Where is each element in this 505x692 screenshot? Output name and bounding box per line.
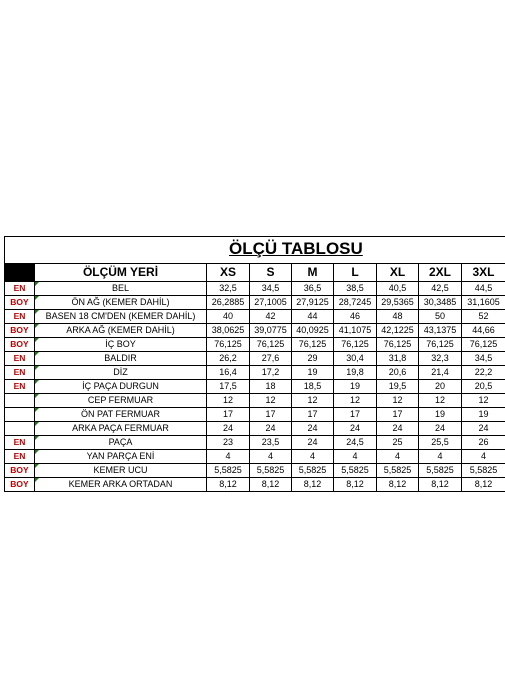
measurement-value: 4 (250, 450, 292, 464)
measurement-value: 18,5 (292, 380, 334, 394)
size-chart-sheet (4, 236, 505, 489)
measurement-value: 34,5 (250, 282, 292, 296)
measurement-value: 25,5 (419, 436, 462, 450)
measurement-value: 24 (292, 436, 334, 450)
measurement-value: 20,5 (462, 380, 505, 394)
measurement-value: 76,125 (419, 338, 462, 352)
direction-tag: EN (5, 310, 35, 324)
measurement-value: 31,8 (377, 352, 419, 366)
measurement-value: 34,5 (462, 352, 505, 366)
table-row (5, 478, 505, 492)
measurement-value: 18 (250, 380, 292, 394)
measurement-name: İÇ BOY (35, 338, 207, 352)
measurement-value: 17 (207, 408, 250, 422)
measurement-value: 44,66 (462, 324, 505, 338)
measurement-value: 19 (462, 408, 505, 422)
measurement-value: 4 (419, 450, 462, 464)
measurement-value: 12 (334, 394, 377, 408)
table-row (5, 338, 505, 352)
measurement-name: DİZ (35, 366, 207, 380)
measurement-value: 8,12 (334, 478, 377, 492)
measurement-value: 4 (377, 450, 419, 464)
table-row (5, 408, 505, 422)
measurement-value: 20 (419, 380, 462, 394)
measurement-value: 24 (250, 422, 292, 436)
table-row (5, 366, 505, 380)
measurement-value: 25 (377, 436, 419, 450)
direction-tag: EN (5, 436, 35, 450)
measurement-value: 76,125 (334, 338, 377, 352)
measurement-value: 17 (250, 408, 292, 422)
measurement-name: ÖN AĞ (KEMER DAHİL) (35, 296, 207, 310)
direction-tag: BOY (5, 464, 35, 478)
measurement-value: 42 (250, 310, 292, 324)
measurement-value: 32,3 (419, 352, 462, 366)
measurement-name: KEMER ARKA ORTADAN (35, 478, 207, 492)
measurement-value: 76,125 (377, 338, 419, 352)
measurement-value: 27,6 (250, 352, 292, 366)
measurement-name: ARKA AĞ (KEMER DAHİL) (35, 324, 207, 338)
direction-tag (5, 394, 35, 408)
size-table (4, 263, 505, 492)
measurement-value: 26,2885 (207, 296, 250, 310)
measurement-value: 46 (334, 310, 377, 324)
measurement-value: 27,9125 (292, 296, 334, 310)
measurement-value: 32,5 (207, 282, 250, 296)
measurement-value: 50 (419, 310, 462, 324)
measurement-value: 8,12 (207, 478, 250, 492)
measurement-name: ÖN PAT FERMUAR (35, 408, 207, 422)
measurement-value: 17 (377, 408, 419, 422)
header-corner-cell (5, 264, 35, 282)
measurement-value: 8,12 (250, 478, 292, 492)
measurement-name: İÇ PAÇA DURGUN (35, 380, 207, 394)
table-body (5, 264, 505, 492)
measurement-value: 40 (207, 310, 250, 324)
table-row (5, 464, 505, 478)
measurement-value: 24 (377, 422, 419, 436)
measurement-value: 40,5 (377, 282, 419, 296)
measurement-value: 22,2 (462, 366, 505, 380)
title-row (4, 236, 505, 264)
measurement-value: 5,5825 (250, 464, 292, 478)
table-row (5, 394, 505, 408)
measurement-value: 42,5 (419, 282, 462, 296)
measurement-value: 5,5825 (292, 464, 334, 478)
measurement-value: 24 (462, 422, 505, 436)
measurement-value: 24,5 (334, 436, 377, 450)
measurement-value: 5,5825 (419, 464, 462, 478)
measurement-value: 23,5 (250, 436, 292, 450)
measurement-value: 29,5365 (377, 296, 419, 310)
measurement-name: YAN PARÇA ENİ (35, 450, 207, 464)
direction-tag: BOY (5, 478, 35, 492)
measurement-value: 17,5 (207, 380, 250, 394)
measurement-value: 31,1605 (462, 296, 505, 310)
header-size-2xl: 2XL (419, 264, 462, 282)
measurement-value: 8,12 (462, 478, 505, 492)
measurement-value: 26 (462, 436, 505, 450)
measurement-value: 16,4 (207, 366, 250, 380)
measurement-value: 43,1375 (419, 324, 462, 338)
direction-tag: BOY (5, 296, 35, 310)
header-size-3xl: 3XL (462, 264, 505, 282)
measurement-name: CEP FERMUAR (35, 394, 207, 408)
table-row (5, 352, 505, 366)
table-header-row (5, 264, 505, 282)
header-size-xl: XL (377, 264, 419, 282)
chart-title: ÖLÇÜ TABLOSU (229, 239, 363, 258)
measurement-value: 5,5825 (377, 464, 419, 478)
measurement-value: 76,125 (292, 338, 334, 352)
measurement-value: 42,1225 (377, 324, 419, 338)
measurement-value: 29 (292, 352, 334, 366)
measurement-value: 5,5825 (462, 464, 505, 478)
measurement-value: 17,2 (250, 366, 292, 380)
measurement-value: 5,5825 (334, 464, 377, 478)
measurement-value: 48 (377, 310, 419, 324)
measurement-value: 4 (292, 450, 334, 464)
measurement-value: 24 (334, 422, 377, 436)
measurement-value: 12 (462, 394, 505, 408)
measurement-value: 76,125 (462, 338, 505, 352)
measurement-value: 5,5825 (207, 464, 250, 478)
measurement-value: 24 (207, 422, 250, 436)
table-row (5, 422, 505, 436)
measurement-name: BEL (35, 282, 207, 296)
measurement-value: 19,8 (334, 366, 377, 380)
measurement-value: 76,125 (207, 338, 250, 352)
direction-tag: EN (5, 352, 35, 366)
measurement-value: 8,12 (292, 478, 334, 492)
measurement-value: 52 (462, 310, 505, 324)
header-size-l: L (334, 264, 377, 282)
direction-tag: EN (5, 450, 35, 464)
header-size-xs: XS (207, 264, 250, 282)
table-row (5, 282, 505, 296)
direction-tag: EN (5, 282, 35, 296)
measurement-name: PAÇA (35, 436, 207, 450)
measurement-value: 17 (334, 408, 377, 422)
measurement-value: 24 (292, 422, 334, 436)
measurement-value: 27,1005 (250, 296, 292, 310)
measurement-name: ARKA PAÇA FERMUAR (35, 422, 207, 436)
header-measurement: ÖLÇÜM YERİ (35, 264, 207, 282)
measurement-value: 21,4 (419, 366, 462, 380)
measurement-name: BALDIR (35, 352, 207, 366)
measurement-value: 41,1075 (334, 324, 377, 338)
measurement-value: 12 (377, 394, 419, 408)
direction-tag: BOY (5, 324, 35, 338)
measurement-value: 19 (292, 366, 334, 380)
measurement-value: 19,5 (377, 380, 419, 394)
header-size-m: M (292, 264, 334, 282)
measurement-value: 23 (207, 436, 250, 450)
table-row (5, 450, 505, 464)
measurement-value: 17 (292, 408, 334, 422)
table-row (5, 310, 505, 324)
measurement-value: 30,4 (334, 352, 377, 366)
table-row (5, 436, 505, 450)
measurement-value: 19 (419, 408, 462, 422)
measurement-value: 12 (419, 394, 462, 408)
direction-tag (5, 422, 35, 436)
measurement-value: 40,0925 (292, 324, 334, 338)
measurement-value: 4 (207, 450, 250, 464)
measurement-value: 30,3485 (419, 296, 462, 310)
measurement-name: BASEN 18 CM'DEN (KEMER DAHİL) (35, 310, 207, 324)
measurement-value: 76,125 (250, 338, 292, 352)
header-size-s: S (250, 264, 292, 282)
table-row (5, 324, 505, 338)
direction-tag: EN (5, 366, 35, 380)
measurement-value: 39,0775 (250, 324, 292, 338)
direction-tag: BOY (5, 338, 35, 352)
measurement-value: 44,5 (462, 282, 505, 296)
measurement-value: 36,5 (292, 282, 334, 296)
table-row (5, 380, 505, 394)
measurement-value: 20,6 (377, 366, 419, 380)
measurement-value: 12 (207, 394, 250, 408)
measurement-value: 28,7245 (334, 296, 377, 310)
measurement-value: 4 (462, 450, 505, 464)
measurement-value: 19 (334, 380, 377, 394)
measurement-value: 4 (334, 450, 377, 464)
measurement-name: KEMER UCU (35, 464, 207, 478)
measurement-value: 12 (250, 394, 292, 408)
direction-tag (5, 408, 35, 422)
measurement-value: 38,0625 (207, 324, 250, 338)
measurement-value: 8,12 (419, 478, 462, 492)
measurement-value: 44 (292, 310, 334, 324)
measurement-value: 26,2 (207, 352, 250, 366)
measurement-value: 8,12 (377, 478, 419, 492)
table-row (5, 296, 505, 310)
measurement-value: 12 (292, 394, 334, 408)
direction-tag: EN (5, 380, 35, 394)
measurement-value: 38,5 (334, 282, 377, 296)
measurement-value: 24 (419, 422, 462, 436)
